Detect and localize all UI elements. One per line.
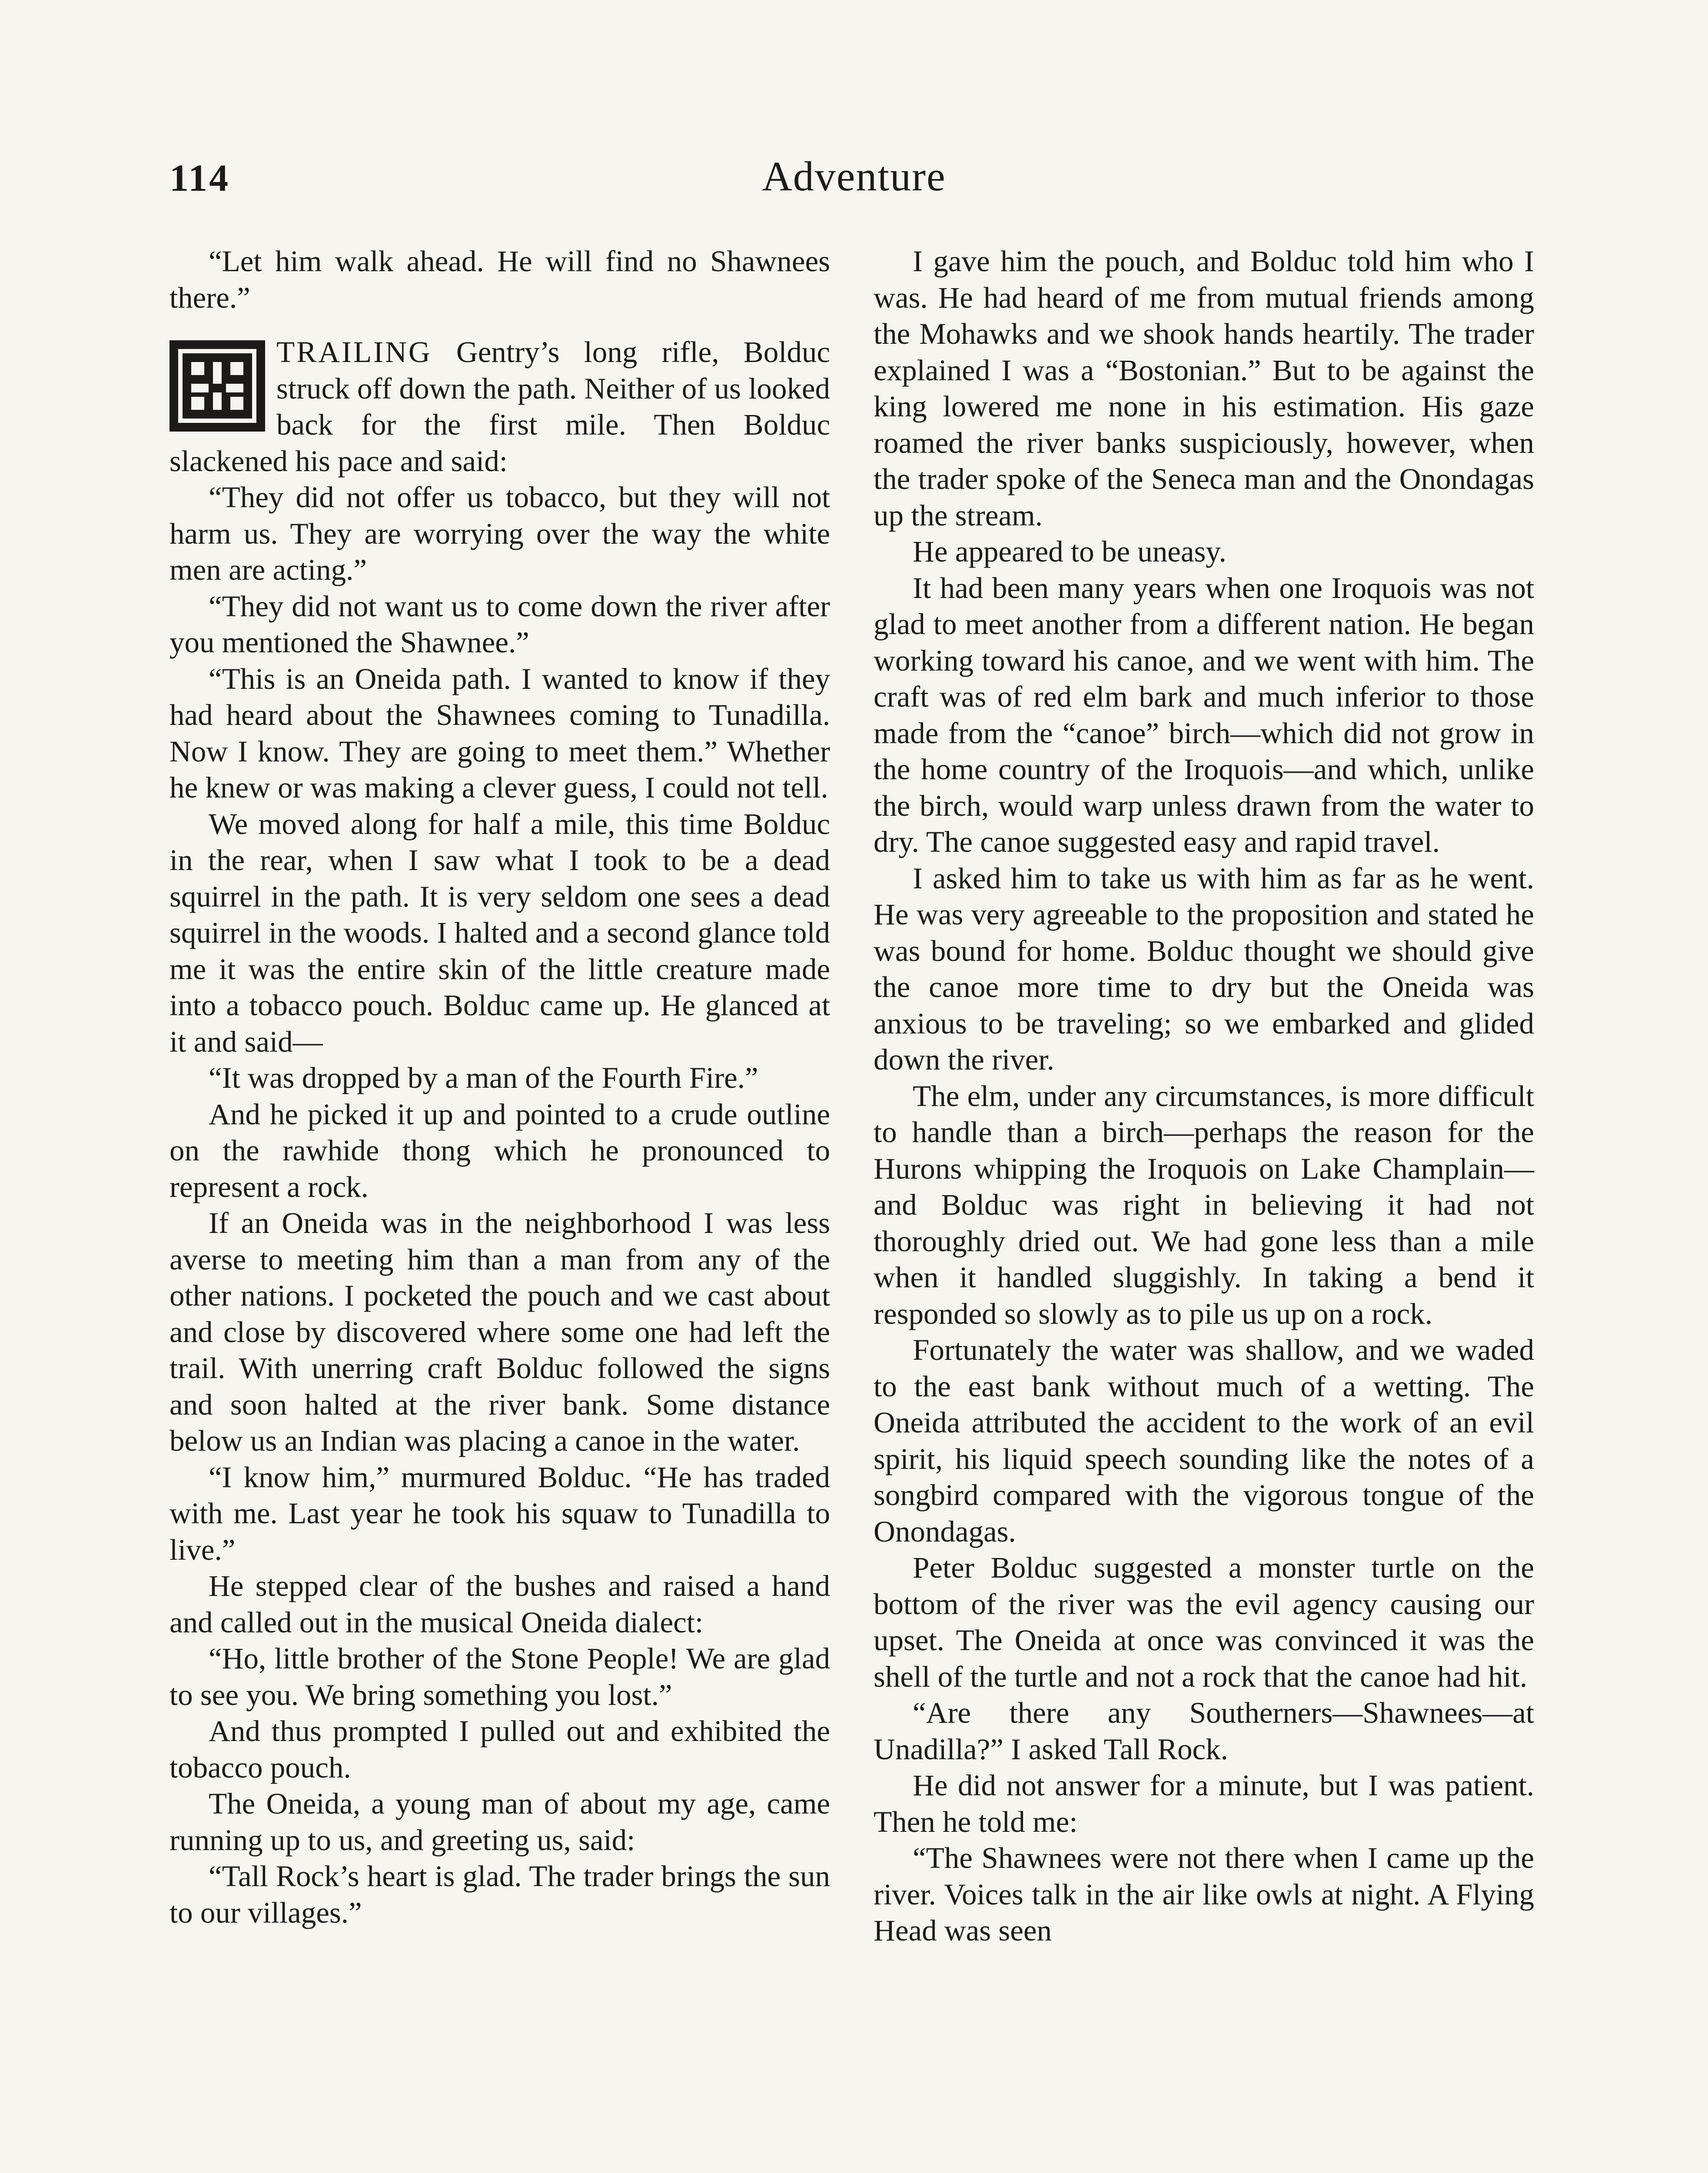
- page-header: [169, 148, 1539, 209]
- right-column: [874, 243, 1534, 1949]
- paragraph: “Let him walk ahead. He will find no Shawnees there.”: [169, 245, 830, 314]
- paragraph: “Are there any Southerners—Shawnees—at Unadilla?” I asked Tall Rock.: [874, 1696, 1534, 1766]
- paragraph: He did not answer for a minute, but I was patient. Then he told me:: [874, 1769, 1534, 1838]
- paragraph: And thus prompted I pulled out and exhibited the tobacco pouch.: [169, 1714, 830, 1784]
- paragraph: “I know him,” murmured Bolduc. “He has traded with me. Last year he took his squaw to Tunadilla to live.”: [169, 1460, 830, 1566]
- paragraph: “Tall Rock’s heart is glad. The trader brings the sun to our villages.”: [169, 1860, 830, 1929]
- drop-rest: Gentry’s long rifle,: [432, 336, 719, 369]
- paragraph: If an Oneida was in the neighborhood I was less averse to meeting him than a man from any of the other nations. I pocketed the pouch and we cast about and close by discovered where some one had left the trail. With unerring craft Bolduc followed the signs and soon halted at the river bank. Some distance below us an Indian was placing a canoe in the water.: [169, 1206, 830, 1457]
- paragraph: It had been many years when one Iroquois was not glad to meet another from a different nation. He began working toward his canoe, and we went with him. The craft was of red elm bark and much inferior to those made from the “canoe” birch—which did not grow in the home country of the Iroquois—and which, unlike the birch, would warp unless drawn from the water to dry. The canoe suggested easy and rapid travel.: [874, 571, 1534, 858]
- drop-word: TRAILING: [276, 336, 432, 369]
- paragraph: “They did not offer us tobacco, but they will not harm us. They are worrying over the way the white men are acting.”: [169, 481, 830, 586]
- left-column: [169, 243, 830, 1931]
- paragraph: The Oneida, a young man of about my age, came running up to us, and greeting us, said:: [169, 1787, 830, 1857]
- paragraph: “This is an Oneida path. I wanted to know if they had heard about the Shawnees coming to Tunadilla. Now I know. They are going to meet them.” Whether he knew or was making a clever guess, I could not tell.: [169, 662, 830, 804]
- paragraph: We moved along for half a mile, this time Bolduc in the rear, when I saw what I took to be a dead squirrel in the path. It is very seldom one sees a dead squirrel in the woods. I halted and a second glance told me it was the entire skin of the little creature made into a tobacco pouch. Bolduc came up. He glanced at it and said—: [169, 807, 830, 1058]
- paragraph: He stepped clear of the bushes and raised a hand and called out in the musical Oneida dialect:: [169, 1569, 830, 1639]
- paragraph: The elm, under any circumstances, is more difficult to handle than a birch—perhaps the reason for the Hurons whipping the Iroquois on Lake Champlain—and Bolduc was right in believing it had not thoroughly dried out. We had gone less than a mile when it handled sluggishly. In taking a bend it responded so slowly as to pile us up on a rock.: [874, 1079, 1534, 1330]
- page-number: 114: [169, 157, 230, 199]
- paragraph: “It was dropped by a man of the Fourth Fire.”: [209, 1061, 758, 1094]
- paragraph: “Ho, little brother of the Stone People! We are glad to see you. We bring something you lost.”: [169, 1642, 830, 1711]
- paragraph: “They did not want us to come down the river after you mentioned the Shawnee.”: [169, 589, 830, 659]
- paragraph-continuation: Bolduc struck off down the path. Neither of us looked back for the first mile. Then Bolduc slackened his pace and said:: [169, 336, 830, 478]
- paragraph: “The Shawnees were not there when I came up the river. Voices talk in the air like owls at night. A Flying Head was seen: [874, 1841, 1534, 1947]
- ornamental-initial-icon: [169, 340, 265, 432]
- paragraph: I gave him the pouch, and Bolduc told him who I was. He had heard of me from mutual friends among the Mohawks and we shook hands heartily. The trader explained I was a “Bostonian.” But to be against the king lowered me none in his estimation. His gaze roamed the river banks suspiciously, however, when the trader spoke of the Seneca man and the Onondagas up the stream.: [874, 245, 1534, 532]
- paragraph: And he picked it up and pointed to a crude outline on the rawhide thong which he pronounced to represent a rock.: [169, 1097, 830, 1203]
- drop-paragraph: [169, 334, 830, 479]
- paragraph: Fortunately the water was shallow, and we waded to the east bank without much of a wetting. The Oneida attributed the accident to the work of an evil spirit, his liquid speech sounding like the notes of a songbird compared with the vigorous tongue of the Onondagas.: [874, 1333, 1534, 1548]
- paragraph: He appeared to be uneasy.: [913, 535, 1226, 568]
- paragraph: Peter Bolduc suggested a monster turtle on the bottom of the river was the evil agency causing our upset. The Oneida at once was convinced it was the shell of the turtle and not a rock that the canoe had hit.: [874, 1551, 1534, 1693]
- paragraph: I asked him to take us with him as far as he went. He was very agreeable to the proposition and stated he was bound for home. Bolduc thought we should give the canoe more time to dry but the Oneida was anxious to be traveling; so we embarked and glided down the river.: [874, 861, 1534, 1076]
- running-title: Adventure: [762, 153, 946, 199]
